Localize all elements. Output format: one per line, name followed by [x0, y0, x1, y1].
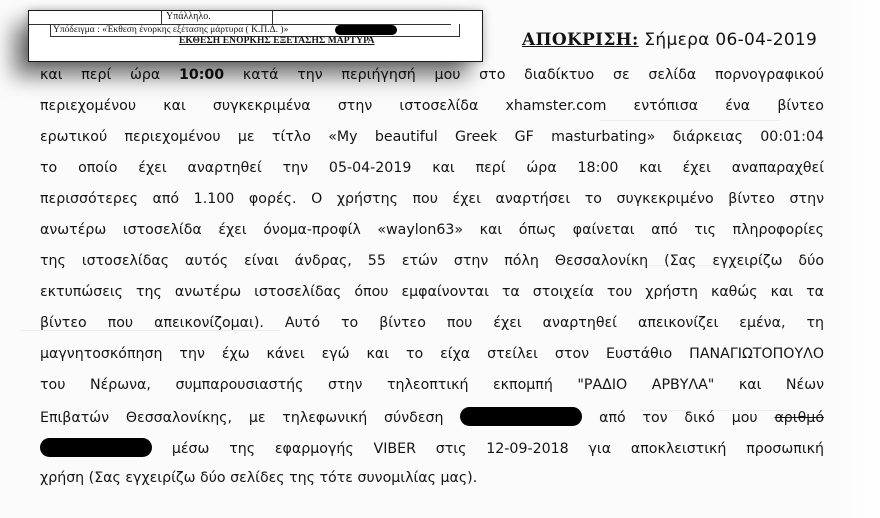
body-line-7: της ιστοσελίδας αυτός είναι άνδρας, 55 ετών στην πόλη Θεσσαλονίκη (Σας εγχειρίζω δύο [40, 253, 824, 269]
text-segment: Επιβατών Θεσσαλονίκης, με τηλεφωνική σύνδεση [40, 410, 461, 426]
table-divider [161, 11, 162, 24]
template-label: Υπόδειγμα : «Έκθεση ένορκης εξέτασης μάρτυρα ( Κ.Π.Δ. )» [53, 25, 289, 35]
body-line-5: περισσότερες από 1.100 φορές. Ο χρήστης που έχει αναρτήσει το συγκεκριμένο βίντεο στην [40, 191, 824, 207]
header-table-row [29, 11, 451, 25]
text-segment: από τον δικό μου [582, 410, 775, 426]
page-edge-fade [834, 0, 880, 518]
body-line-3: ερωτικού περιεχομένου με τίτλο «My beautiful Greek GF masturbating» διάρκειας 00:01:04 [40, 129, 824, 145]
body-line-2: περιεχομένου και συγκεκριμένα στην ιστοσελίδα xhamster.com εντόπισα ένα βίντεο [40, 98, 824, 114]
text-segment: κατά την περιήγησή μου στο διαδίκτυο σε σελίδα πορνογραφικού [224, 67, 824, 83]
answer-date: Σήμερα 06-04-2019 [644, 30, 818, 50]
header-cell-employee: Υπάλληλο. [166, 11, 211, 22]
scan-noise [600, 120, 780, 121]
body-line-12 [40, 407, 824, 427]
document-header-inset [28, 10, 483, 62]
table-divider [272, 11, 273, 24]
text-segment: μέσω της εφαρμογής VIBER στις 12-09-2018 για αποκλειστική προσωπική [152, 441, 824, 457]
body-line-4: το οποίο έχει αναρτηθεί την 05-04-2019 και περί ώρα 18:00 και έχει αναπαραχθεί [40, 160, 824, 176]
redaction-bar [460, 407, 582, 426]
answer-heading [522, 30, 817, 50]
time-value: 10:00 [178, 67, 225, 83]
document-title: ΕΚΘΕΣΗ ΕΝΟΡΚΗΣ ΕΞΕΤΑΣΗΣ ΜΑΡΤΥΡΑ [179, 36, 375, 46]
body-line-9: βίντεο που απεικονίζομαι). Αυτό το βίντεο που έχει αναρτηθεί απεικονίζει εμένα, τη [40, 315, 824, 331]
body-line-13 [40, 438, 824, 458]
text-segment: και περί ώρα [40, 67, 179, 83]
body-line-8: εκτυπώσεις της ανωτέρω ιστοσελίδας όπου εμφαίνονται τα στοιχεία του χρήστη καθώς και τα [40, 284, 824, 300]
body-line-14: χρήση (Σας εγχειρίζω δύο σελίδες της τότε συνομιλίας μας). [40, 470, 478, 486]
redaction-bar [335, 25, 397, 35]
body-line-1 [40, 66, 824, 84]
redaction-bar [40, 438, 152, 457]
body-line-11: του Νέρωνα, συμπαρουσιαστής στην τηλεοπτική εκπομπή "ΡΑΔΙΟ ΑΡΒΥΛΑ" και Νέων [40, 377, 824, 393]
body-line-6: ανωτέρω ιστοσελίδα έχει όνομα-προφίλ «waylon63» και όπως φαίνεται από τις πληροφορίες [40, 222, 824, 238]
answer-label: ΑΠΟΚΡΙΣΗ: [522, 30, 639, 50]
struck-text: αριθμό [774, 410, 824, 426]
body-line-10: μαγνητοσκόπηση την έχω κάνει εγώ και το είχα στείλει στον Ευστάθιο ΠΑΝΑΓΙΩΤΟΠΟΥΛΟ [40, 346, 824, 362]
